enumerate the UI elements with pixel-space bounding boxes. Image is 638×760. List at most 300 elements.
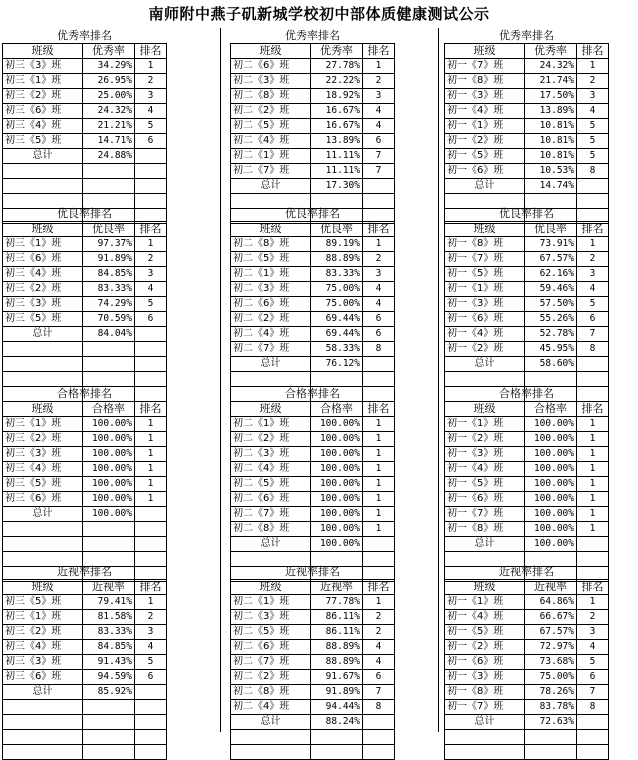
empty-cell <box>363 744 395 759</box>
rate-cell: 84.85% <box>83 266 135 281</box>
total-rank-empty <box>135 148 167 163</box>
pass-table-1 <box>2 386 167 582</box>
rank-cell: 7 <box>363 684 395 699</box>
class-cell: 初一《6》班 <box>445 163 525 178</box>
table-row <box>231 461 395 476</box>
table-row <box>231 118 395 133</box>
class-cell: 初三《6》班 <box>3 491 83 506</box>
rank-cell: 1 <box>577 446 609 461</box>
column-header: 排名 <box>577 579 609 594</box>
class-cell: 初三《1》班 <box>3 609 83 624</box>
class-cell: 初三《4》班 <box>3 118 83 133</box>
rate-cell: 83.33% <box>83 281 135 296</box>
empty-cell <box>3 521 83 536</box>
class-cell: 初一《3》班 <box>445 669 525 684</box>
empty-cell <box>363 371 395 386</box>
table-title: 近视率排名 <box>57 564 113 578</box>
excellent-table-1 <box>2 28 167 224</box>
total-value: 17.30% <box>311 178 363 193</box>
rank-cell: 6 <box>363 669 395 684</box>
class-cell: 初三《3》班 <box>3 58 83 73</box>
rank-cell: 2 <box>363 73 395 88</box>
total-label: 总计 <box>3 684 83 699</box>
empty-row <box>3 714 167 729</box>
rate-cell: 100.00% <box>83 476 135 491</box>
class-cell: 初三《1》班 <box>3 416 83 431</box>
total-label: 总计 <box>231 178 311 193</box>
class-cell: 初一《8》班 <box>445 73 525 88</box>
table-row <box>231 326 395 341</box>
rate-cell: 69.44% <box>311 326 363 341</box>
class-cell: 初二《7》班 <box>231 163 311 178</box>
rate-cell: 88.89% <box>311 654 363 669</box>
rate-cell: 86.11% <box>311 624 363 639</box>
rate-cell: 21.74% <box>525 73 577 88</box>
empty-cell <box>83 356 135 371</box>
table-row <box>3 281 167 296</box>
total-row <box>445 714 609 729</box>
rank-cell: 6 <box>135 133 167 148</box>
table-row <box>445 103 609 118</box>
rate-cell: 91.89% <box>83 251 135 266</box>
column-header: 排名 <box>577 43 609 58</box>
column-header: 班级 <box>231 221 311 236</box>
table-row <box>231 699 395 714</box>
rank-cell: 1 <box>577 236 609 251</box>
empty-row <box>231 744 395 759</box>
column-header: 近视率 <box>83 579 135 594</box>
rate-cell: 16.67% <box>311 103 363 118</box>
good-table-3 <box>444 206 609 402</box>
table-row <box>3 624 167 639</box>
total-value: 76.12% <box>311 356 363 371</box>
class-cell: 初二《2》班 <box>231 431 311 446</box>
table-row <box>445 296 609 311</box>
total-row <box>231 714 395 729</box>
total-row <box>445 178 609 193</box>
column-header: 排名 <box>363 401 395 416</box>
header-row <box>3 401 167 416</box>
empty-row <box>231 729 395 744</box>
class-cell: 初一《3》班 <box>445 296 525 311</box>
table-row <box>231 311 395 326</box>
rate-cell: 100.00% <box>525 491 577 506</box>
class-cell: 初二《5》班 <box>231 251 311 266</box>
table-row <box>231 236 395 251</box>
rank-cell: 4 <box>363 281 395 296</box>
class-cell: 初二《4》班 <box>231 133 311 148</box>
table-title: 优良率排名 <box>285 206 341 220</box>
table-title: 近视率排名 <box>499 564 555 578</box>
column-header: 排名 <box>363 579 395 594</box>
rate-cell: 77.78% <box>311 594 363 609</box>
total-label: 总计 <box>445 536 525 551</box>
table-row <box>231 491 395 506</box>
rate-cell: 26.95% <box>83 73 135 88</box>
class-cell: 初二《6》班 <box>231 296 311 311</box>
group-divider <box>220 28 221 732</box>
class-cell: 初二《6》班 <box>231 58 311 73</box>
table-row <box>3 491 167 506</box>
column-header: 优良率 <box>525 221 577 236</box>
column-header: 班级 <box>3 221 83 236</box>
column-header: 优秀率 <box>525 43 577 58</box>
total-value: 14.74% <box>525 178 577 193</box>
rate-cell: 100.00% <box>83 461 135 476</box>
total-row <box>3 506 167 521</box>
rate-cell: 17.50% <box>525 88 577 103</box>
class-cell: 初一《7》班 <box>445 251 525 266</box>
table-row <box>3 639 167 654</box>
empty-cell <box>231 729 311 744</box>
empty-cell <box>311 729 363 744</box>
total-value: 88.24% <box>311 714 363 729</box>
column-header: 排名 <box>135 401 167 416</box>
empty-cell <box>83 178 135 193</box>
class-cell: 初二《2》班 <box>231 103 311 118</box>
column-header: 合格率 <box>525 401 577 416</box>
table-row <box>3 266 167 281</box>
table-row <box>231 609 395 624</box>
empty-cell <box>3 356 83 371</box>
table-row <box>445 639 609 654</box>
class-cell: 初二《6》班 <box>231 491 311 506</box>
rank-cell: 1 <box>363 58 395 73</box>
table-row <box>445 594 609 609</box>
table-row <box>231 594 395 609</box>
empty-cell <box>83 521 135 536</box>
table-row <box>3 103 167 118</box>
total-rank-empty <box>363 356 395 371</box>
table-row <box>231 654 395 669</box>
empty-cell <box>231 744 311 759</box>
header-row <box>231 43 395 58</box>
empty-row <box>3 744 167 759</box>
rate-cell: 55.26% <box>525 311 577 326</box>
rate-cell: 100.00% <box>83 446 135 461</box>
table-row <box>231 521 395 536</box>
table-row <box>445 266 609 281</box>
rate-cell: 88.89% <box>311 251 363 266</box>
rate-cell: 83.78% <box>525 699 577 714</box>
class-cell: 初一《4》班 <box>445 461 525 476</box>
empty-cell <box>83 729 135 744</box>
table-row <box>231 446 395 461</box>
total-rank-empty <box>577 714 609 729</box>
table-row <box>3 58 167 73</box>
table-row <box>445 281 609 296</box>
rate-cell: 72.97% <box>525 639 577 654</box>
table-row <box>445 311 609 326</box>
rank-cell: 1 <box>363 416 395 431</box>
total-row <box>3 326 167 341</box>
rank-cell: 2 <box>135 609 167 624</box>
class-cell: 初二《5》班 <box>231 624 311 639</box>
class-cell: 初二《1》班 <box>231 594 311 609</box>
rate-cell: 70.59% <box>83 311 135 326</box>
table-row <box>445 416 609 431</box>
class-cell: 初三《5》班 <box>3 133 83 148</box>
header-row <box>3 579 167 594</box>
empty-cell <box>525 371 577 386</box>
empty-row <box>445 371 609 386</box>
class-cell: 初二《1》班 <box>231 148 311 163</box>
table-title-row <box>3 386 167 401</box>
total-label: 总计 <box>3 148 83 163</box>
table-row <box>445 491 609 506</box>
table-row <box>3 118 167 133</box>
total-row <box>231 356 395 371</box>
rank-cell: 1 <box>135 431 167 446</box>
rank-cell: 1 <box>135 446 167 461</box>
rate-cell: 10.81% <box>525 118 577 133</box>
rate-cell: 91.43% <box>83 654 135 669</box>
rank-cell: 1 <box>577 521 609 536</box>
rank-cell: 2 <box>577 609 609 624</box>
rate-cell: 100.00% <box>525 461 577 476</box>
pass-table-2 <box>230 386 395 582</box>
column-header: 班级 <box>445 401 525 416</box>
table-row <box>231 684 395 699</box>
rate-cell: 81.58% <box>83 609 135 624</box>
rate-cell: 100.00% <box>311 431 363 446</box>
class-cell: 初三《1》班 <box>3 73 83 88</box>
class-cell: 初二《5》班 <box>231 118 311 133</box>
table-row <box>3 654 167 669</box>
rate-cell: 45.95% <box>525 341 577 356</box>
rank-cell: 1 <box>135 476 167 491</box>
table-row <box>3 251 167 266</box>
myopia-table-1 <box>2 564 167 760</box>
empty-cell <box>3 371 83 386</box>
rate-cell: 100.00% <box>311 416 363 431</box>
class-cell: 初一《5》班 <box>445 476 525 491</box>
empty-row <box>3 699 167 714</box>
table-title-row <box>231 28 395 43</box>
empty-row <box>445 744 609 759</box>
table-row <box>231 341 395 356</box>
rate-cell: 100.00% <box>525 506 577 521</box>
table-row <box>3 88 167 103</box>
table-title-row <box>445 206 609 221</box>
table-row <box>231 281 395 296</box>
class-cell: 初三《5》班 <box>3 594 83 609</box>
table-row <box>3 416 167 431</box>
rank-cell: 6 <box>577 311 609 326</box>
class-cell: 初一《7》班 <box>445 58 525 73</box>
table-title: 优秀率排名 <box>285 28 341 42</box>
table-row <box>231 163 395 178</box>
rank-cell: 2 <box>577 251 609 266</box>
rate-cell: 94.44% <box>311 699 363 714</box>
rate-cell: 75.00% <box>311 281 363 296</box>
class-cell: 初二《3》班 <box>231 446 311 461</box>
table-row <box>445 609 609 624</box>
rank-cell: 6 <box>363 133 395 148</box>
total-label: 总计 <box>231 356 311 371</box>
rank-cell: 1 <box>135 236 167 251</box>
rate-cell: 100.00% <box>311 521 363 536</box>
table-title: 合格率排名 <box>285 386 341 400</box>
rank-cell: 1 <box>135 416 167 431</box>
total-row <box>231 178 395 193</box>
class-cell: 初二《4》班 <box>231 461 311 476</box>
table-title-row <box>445 564 609 579</box>
rate-cell: 91.89% <box>311 684 363 699</box>
table-row <box>3 431 167 446</box>
empty-cell <box>135 163 167 178</box>
rank-cell: 5 <box>577 118 609 133</box>
rank-cell: 5 <box>135 296 167 311</box>
class-cell: 初一《2》班 <box>445 133 525 148</box>
empty-row <box>3 521 167 536</box>
empty-row <box>445 729 609 744</box>
class-cell: 初二《8》班 <box>231 521 311 536</box>
column-header: 班级 <box>231 579 311 594</box>
class-cell: 初一《3》班 <box>445 446 525 461</box>
rank-cell: 6 <box>363 311 395 326</box>
rate-cell: 78.26% <box>525 684 577 699</box>
table-row <box>445 654 609 669</box>
class-cell: 初二《2》班 <box>231 669 311 684</box>
rate-cell: 18.92% <box>311 88 363 103</box>
table-row <box>3 669 167 684</box>
column-header: 班级 <box>231 43 311 58</box>
class-cell: 初二《1》班 <box>231 266 311 281</box>
total-rank-empty <box>363 714 395 729</box>
rank-cell: 5 <box>135 654 167 669</box>
rank-cell: 8 <box>577 341 609 356</box>
empty-cell <box>83 163 135 178</box>
table-row <box>3 73 167 88</box>
total-rank-empty <box>363 178 395 193</box>
column-header: 优良率 <box>83 221 135 236</box>
rate-cell: 10.81% <box>525 133 577 148</box>
rank-cell: 8 <box>577 163 609 178</box>
rate-cell: 94.59% <box>83 669 135 684</box>
rank-cell: 8 <box>363 341 395 356</box>
total-row <box>3 684 167 699</box>
table-row <box>3 446 167 461</box>
empty-cell <box>3 729 83 744</box>
table-row <box>231 88 395 103</box>
total-rank-empty <box>577 356 609 371</box>
table-title: 优良率排名 <box>499 206 555 220</box>
rate-cell: 73.91% <box>525 236 577 251</box>
rank-cell: 1 <box>577 594 609 609</box>
rank-cell: 1 <box>577 461 609 476</box>
rank-cell: 1 <box>577 416 609 431</box>
class-cell: 初一《2》班 <box>445 431 525 446</box>
class-cell: 初三《2》班 <box>3 281 83 296</box>
table-row <box>445 446 609 461</box>
table-row <box>445 251 609 266</box>
rank-cell: 4 <box>363 296 395 311</box>
table-row <box>445 624 609 639</box>
total-label: 总计 <box>445 714 525 729</box>
rank-cell: 1 <box>135 58 167 73</box>
myopia-table-3 <box>444 564 609 760</box>
rank-cell: 1 <box>363 521 395 536</box>
column-header: 排名 <box>135 221 167 236</box>
rank-cell: 5 <box>577 654 609 669</box>
column-header: 班级 <box>445 43 525 58</box>
table-title: 近视率排名 <box>285 564 341 578</box>
total-rank-empty <box>577 536 609 551</box>
table-row <box>231 103 395 118</box>
rank-cell: 3 <box>135 624 167 639</box>
table-row <box>445 669 609 684</box>
rank-cell: 6 <box>135 311 167 326</box>
total-rank-empty <box>363 536 395 551</box>
column-header: 近视率 <box>311 579 363 594</box>
table-row <box>231 148 395 163</box>
rank-cell: 6 <box>135 669 167 684</box>
rate-cell: 10.81% <box>525 148 577 163</box>
rank-cell: 5 <box>135 118 167 133</box>
column-header: 优秀率 <box>83 43 135 58</box>
rate-cell: 75.00% <box>525 669 577 684</box>
rank-cell: 2 <box>363 251 395 266</box>
total-value: 100.00% <box>311 536 363 551</box>
table-row <box>231 431 395 446</box>
table-row <box>3 461 167 476</box>
rank-cell: 1 <box>135 461 167 476</box>
rank-cell: 1 <box>135 594 167 609</box>
table-row <box>445 506 609 521</box>
rank-cell: 1 <box>363 461 395 476</box>
table-row <box>445 58 609 73</box>
rank-cell: 1 <box>363 431 395 446</box>
class-cell: 初二《8》班 <box>231 236 311 251</box>
rate-cell: 21.21% <box>83 118 135 133</box>
empty-cell <box>3 699 83 714</box>
rate-cell: 100.00% <box>525 521 577 536</box>
class-cell: 初二《8》班 <box>231 88 311 103</box>
table-row <box>231 669 395 684</box>
empty-row <box>3 371 167 386</box>
total-row <box>445 356 609 371</box>
total-row <box>231 536 395 551</box>
rank-cell: 4 <box>363 103 395 118</box>
empty-cell <box>231 371 311 386</box>
empty-cell <box>135 178 167 193</box>
class-cell: 初二《3》班 <box>231 609 311 624</box>
rate-cell: 100.00% <box>311 506 363 521</box>
rank-cell: 3 <box>135 266 167 281</box>
rate-cell: 100.00% <box>83 431 135 446</box>
class-cell: 初二《3》班 <box>231 73 311 88</box>
empty-cell <box>3 163 83 178</box>
rank-cell: 5 <box>577 148 609 163</box>
header-row <box>231 579 395 594</box>
column-header: 排名 <box>135 579 167 594</box>
total-label: 总计 <box>445 178 525 193</box>
class-cell: 初三《4》班 <box>3 639 83 654</box>
class-cell: 初二《7》班 <box>231 654 311 669</box>
rank-cell: 5 <box>577 133 609 148</box>
table-row <box>445 118 609 133</box>
table-row <box>445 236 609 251</box>
class-cell: 初二《5》班 <box>231 476 311 491</box>
rank-cell: 2 <box>135 251 167 266</box>
rate-cell: 11.11% <box>311 148 363 163</box>
class-cell: 初二《4》班 <box>231 326 311 341</box>
column-header: 班级 <box>445 221 525 236</box>
rate-cell: 66.67% <box>525 609 577 624</box>
empty-cell <box>3 341 83 356</box>
empty-cell <box>83 536 135 551</box>
